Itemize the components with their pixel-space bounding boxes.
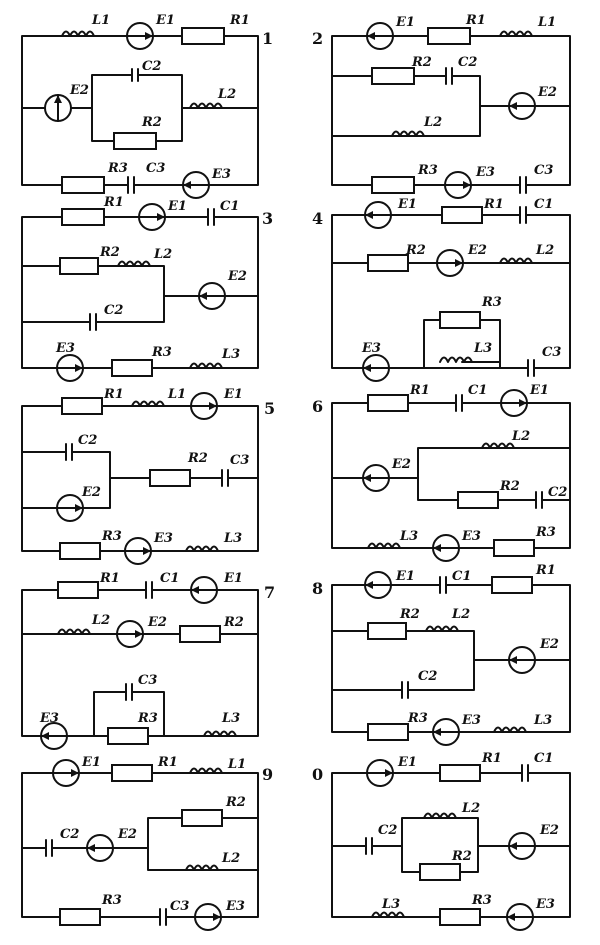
label-R3: R3 bbox=[482, 295, 502, 310]
label-R2: R2 bbox=[452, 849, 472, 864]
label-C3: C3 bbox=[534, 163, 554, 178]
circuit-number: 5 bbox=[264, 399, 276, 418]
label-C3: C3 bbox=[146, 161, 166, 176]
label-L2: L2 bbox=[92, 613, 111, 628]
circuit-number: 9 bbox=[262, 765, 274, 784]
label-E3: E3 bbox=[212, 167, 231, 182]
circuit-number: 4 bbox=[312, 209, 324, 228]
label-E2: E2 bbox=[70, 83, 89, 98]
label-C2: C2 bbox=[78, 433, 98, 448]
label-E2: E2 bbox=[540, 823, 559, 838]
label-C1: C1 bbox=[468, 383, 488, 398]
label-L2: L2 bbox=[512, 429, 531, 444]
label-C3: C3 bbox=[230, 453, 250, 468]
label-E1: E1 bbox=[530, 383, 549, 398]
label-C2: C2 bbox=[378, 823, 398, 838]
label-E1: E1 bbox=[168, 199, 187, 214]
label-R3: R3 bbox=[418, 163, 438, 178]
label-L3: L3 bbox=[382, 897, 401, 912]
label-L2: L2 bbox=[424, 115, 443, 130]
label-R1: R1 bbox=[482, 751, 502, 766]
label-E1: E1 bbox=[224, 571, 243, 586]
circuit-1 bbox=[22, 13, 273, 198]
circuit-number: 3 bbox=[262, 209, 274, 228]
label-C2: C2 bbox=[104, 303, 124, 318]
circuit-5 bbox=[22, 387, 275, 564]
label-C2: C2 bbox=[142, 59, 162, 74]
label-E2: E2 bbox=[82, 485, 101, 500]
label-L3: L3 bbox=[474, 341, 493, 356]
label-R1: R1 bbox=[104, 387, 124, 402]
circuit-number: 0 bbox=[312, 765, 324, 784]
label-L2: L2 bbox=[218, 87, 237, 102]
label-R3: R3 bbox=[472, 893, 492, 908]
label-E3: E3 bbox=[362, 341, 381, 356]
circuit-6 bbox=[312, 383, 570, 561]
label-L1: L1 bbox=[92, 13, 111, 28]
circuit-8 bbox=[312, 563, 570, 745]
circuit-number: 6 bbox=[312, 397, 324, 416]
label-L1: L1 bbox=[228, 757, 247, 772]
label-R2: R2 bbox=[226, 795, 246, 810]
label-C2: C2 bbox=[548, 485, 568, 500]
label-C1: C1 bbox=[160, 571, 180, 586]
label-R3: R3 bbox=[152, 345, 172, 360]
label-C1: C1 bbox=[534, 751, 554, 766]
label-C1: C1 bbox=[220, 199, 240, 214]
label-R1: R1 bbox=[410, 383, 430, 398]
label-E1: E1 bbox=[156, 13, 175, 28]
label-E2: E2 bbox=[540, 637, 559, 652]
label-R1: R1 bbox=[466, 13, 486, 28]
label-E3: E3 bbox=[462, 529, 481, 544]
label-L2: L2 bbox=[536, 243, 555, 258]
label-R1: R1 bbox=[230, 13, 250, 28]
label-R2: R2 bbox=[406, 243, 426, 258]
label-C1: C1 bbox=[452, 569, 472, 584]
circuit-0 bbox=[312, 751, 570, 930]
label-E2: E2 bbox=[392, 457, 411, 472]
label-L2: L2 bbox=[462, 801, 481, 816]
circuit-7 bbox=[22, 571, 275, 749]
circuit-number: 7 bbox=[264, 583, 276, 602]
label-C2: C2 bbox=[418, 669, 438, 684]
label-E1: E1 bbox=[398, 755, 417, 770]
circuit-number: 1 bbox=[262, 29, 274, 48]
label-L1: L1 bbox=[538, 15, 557, 30]
label-E1: E1 bbox=[396, 569, 415, 584]
label-E2: E2 bbox=[148, 615, 167, 630]
label-E2: E2 bbox=[118, 827, 137, 842]
label-R3: R3 bbox=[102, 893, 122, 908]
circuit-number: 8 bbox=[312, 579, 324, 598]
label-R2: R2 bbox=[224, 615, 244, 630]
label-E3: E3 bbox=[154, 531, 173, 546]
label-R1: R1 bbox=[484, 197, 504, 212]
label-L1: L1 bbox=[168, 387, 187, 402]
label-E1: E1 bbox=[224, 387, 243, 402]
label-R1: R1 bbox=[536, 563, 556, 578]
label-R2: R2 bbox=[100, 245, 120, 260]
label-R2: R2 bbox=[142, 115, 162, 130]
label-C3: C3 bbox=[170, 899, 190, 914]
circuit-3 bbox=[22, 195, 273, 381]
label-E1: E1 bbox=[396, 15, 415, 30]
label-L3: L3 bbox=[222, 711, 241, 726]
label-C1: C1 bbox=[534, 197, 554, 212]
label-L3: L3 bbox=[400, 529, 419, 544]
label-C3: C3 bbox=[138, 673, 158, 688]
label-E1: E1 bbox=[82, 755, 101, 770]
label-R1: R1 bbox=[158, 755, 178, 770]
label-R3: R3 bbox=[108, 161, 128, 176]
label-L2: L2 bbox=[222, 851, 241, 866]
label-R2: R2 bbox=[500, 479, 520, 494]
label-E3: E3 bbox=[476, 165, 495, 180]
circuit-number: 2 bbox=[312, 29, 324, 48]
label-E2: E2 bbox=[468, 243, 487, 258]
label-E3: E3 bbox=[40, 711, 59, 726]
label-R2: R2 bbox=[400, 607, 420, 622]
label-C2: C2 bbox=[60, 827, 80, 842]
label-R1: R1 bbox=[100, 571, 120, 586]
label-R3: R3 bbox=[408, 711, 428, 726]
label-E2: E2 bbox=[228, 269, 247, 284]
label-L3: L3 bbox=[222, 347, 241, 362]
label-E2: E2 bbox=[538, 85, 557, 100]
label-R3: R3 bbox=[536, 525, 556, 540]
label-R2: R2 bbox=[412, 55, 432, 70]
circuit-2 bbox=[312, 13, 570, 198]
label-C2: C2 bbox=[458, 55, 478, 70]
circuit-9 bbox=[22, 755, 273, 930]
label-E3: E3 bbox=[462, 713, 481, 728]
label-E1: E1 bbox=[398, 197, 417, 212]
label-R2: R2 bbox=[188, 451, 208, 466]
label-R3: R3 bbox=[102, 529, 122, 544]
label-E3: E3 bbox=[56, 341, 75, 356]
label-L3: L3 bbox=[534, 713, 553, 728]
label-E3: E3 bbox=[226, 899, 245, 914]
label-L2: L2 bbox=[154, 247, 173, 262]
label-C3: C3 bbox=[542, 345, 562, 360]
label-R3: R3 bbox=[138, 711, 158, 726]
circuit-4 bbox=[312, 197, 570, 381]
label-L2: L2 bbox=[452, 607, 471, 622]
label-R1: R1 bbox=[104, 195, 124, 210]
label-E3: E3 bbox=[536, 897, 555, 912]
label-L3: L3 bbox=[224, 531, 243, 546]
